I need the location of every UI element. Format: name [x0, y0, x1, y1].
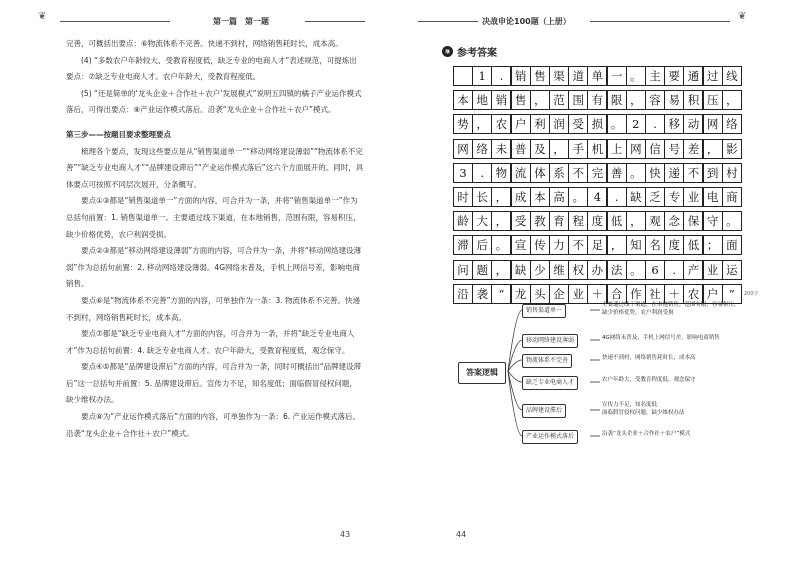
grid-word-count: 200字: [744, 291, 759, 297]
header-rule: [60, 21, 170, 22]
grid-cell: .: [664, 260, 684, 280]
grid-cell: 受: [511, 211, 531, 231]
paragraph: 完善，可概括出要点：⑥物流体系不完善。快递不到村，网络销售耗时长，成本高。: [66, 39, 343, 48]
grid-cell: 法: [607, 260, 627, 280]
grid-cell: 。: [626, 66, 646, 86]
grid-cell: 易: [664, 90, 684, 110]
grid-cell: 容: [645, 90, 665, 110]
grid-cell: 有: [587, 90, 607, 110]
answer-heading: ⑨ 参考答案: [442, 44, 497, 59]
left-page-text: [66, 36, 364, 442]
page-number-right: 44: [456, 530, 467, 539]
grid-cell: 后: [472, 235, 492, 255]
grid-cell: 乏: [645, 187, 665, 207]
grid-cell: 体: [530, 163, 550, 183]
grid-cell: 积: [683, 90, 703, 110]
grid-cell: ，: [626, 90, 646, 110]
grid-cell: 业: [683, 187, 703, 207]
grid-cell: 系: [549, 163, 569, 183]
grid-row: [453, 211, 753, 235]
mindmap-detail: [602, 302, 740, 317]
grid-cell: 程: [568, 211, 588, 231]
mindmap-connector: [508, 360, 522, 371]
grid-cell: 围: [568, 90, 588, 110]
grid-cell: 道: [568, 66, 588, 86]
grid-cell: 线: [722, 66, 742, 86]
mindmap-detail-line: 缺少价格优势，农户利润受损: [602, 309, 674, 316]
grid-cell: 完: [587, 163, 607, 183]
grid-cell: 合: [607, 284, 627, 304]
mindmap-detail-line: 主要通过线下渠道，在本地销售，范围有限，容易积压，: [602, 302, 740, 308]
header-chapter: 第一篇 第一题: [213, 17, 269, 26]
grid-cell: 滞: [453, 235, 473, 255]
grid-row: [453, 187, 753, 211]
mindmap-detail-line: 农户年龄大，受教育程度低，观念保守: [602, 377, 696, 383]
grid-cell: 渠: [549, 66, 569, 86]
grid-cell: 过: [703, 66, 723, 86]
grid-cell: 足: [587, 235, 607, 255]
grid-cell: 产: [683, 260, 703, 280]
grid-cell: 作: [626, 284, 646, 304]
mindmap-detail-line: 宣传力不足，知名度低: [602, 402, 658, 408]
grid-cell: 2: [626, 114, 646, 134]
grid-cell: 及: [530, 139, 550, 159]
grid-cell: 受: [568, 114, 588, 134]
grid-cell: .: [491, 66, 511, 86]
grid-cell: 头: [530, 284, 550, 304]
grid-cell: 压: [703, 90, 723, 110]
grid-cell: ”: [722, 284, 742, 304]
grid-row: [453, 260, 753, 284]
grid-cell: 守: [703, 211, 723, 231]
mindmap-branch: 物流体系不完善: [522, 354, 572, 368]
paragraph: 要点⑧为“产业运作模式落后”方面的内容，可单独作为一条：6. 产业运作模式落后。沿袭“龙头企业＋合作社＋农户”模式。: [66, 412, 361, 438]
grid-cell: 不: [683, 163, 703, 183]
grid-cell: .: [607, 187, 627, 207]
paragraph: (4) “多数农户年龄较大、受教育程度低，缺乏专业的电商人才”表述规范，可提炼出要点：⑦缺乏专业电商人才。农户年龄大，受教育程度低。: [66, 55, 357, 82]
grid-cell: 售: [530, 66, 550, 86]
header-book-title: 决战申论100题（上册）: [482, 17, 571, 26]
grid-cell: 办: [587, 260, 607, 280]
sprig-icon: ❦: [738, 11, 747, 22]
grid-cell: 力: [549, 235, 569, 255]
grid-cell: 单: [587, 66, 607, 86]
grid-row: [453, 114, 753, 138]
grid-cell: 维: [549, 260, 569, 280]
grid-cell: 流: [511, 163, 531, 183]
grid-cell: ＋: [664, 284, 684, 304]
grid-cell: 缺: [626, 187, 646, 207]
grid-cell: 念: [664, 211, 684, 231]
mindmap-branch: 销售渠道单一: [522, 304, 566, 318]
grid-cell: 差: [683, 139, 703, 159]
grid-cell: ，: [607, 235, 627, 255]
mindmap-branch: 品牌建设滞后: [522, 404, 566, 418]
grid-cell: 不: [568, 235, 588, 255]
grid-cell: 。: [491, 235, 511, 255]
grid-cell: 教: [530, 211, 550, 231]
paragraph: (5) “还是简单的‘龙头企业＋合作社＋农户’发展模式”说明五四镇的橘子产业运作模式落后，可得出要点：⑧产业运作模式落后。沿袭“龙头企业＋合作社＋农户”模式。: [66, 88, 362, 115]
grid-cell: 袭: [472, 284, 492, 304]
grid-cell: 知: [626, 235, 646, 255]
grid-cell: 。: [626, 163, 646, 183]
grid-cell: 未: [491, 139, 511, 159]
grid-cell: 地: [472, 90, 492, 110]
mindmap-branch: 移动网络建设薄弱: [522, 334, 578, 348]
grid-cell: 育: [549, 211, 569, 231]
grid-cell: 村: [722, 163, 742, 183]
grid-cell: 度: [587, 211, 607, 231]
grid-cell: 1: [472, 66, 492, 86]
grid-cell: 善: [607, 163, 627, 183]
mindmap-root: 答案逻辑: [458, 362, 506, 384]
grid-cell: ，: [626, 211, 646, 231]
grid-cell: 保: [683, 211, 703, 231]
mindmap-detail-line: 沿袭“龙头企业＋合作社＋农户”模式: [602, 431, 691, 437]
grid-cell: ，: [703, 139, 723, 159]
mindmap-branch: 产业运作模式落后: [522, 430, 578, 444]
grid-cell: 权: [568, 260, 588, 280]
mindmap-detail: [602, 377, 696, 385]
grid-cell: ，: [530, 90, 550, 110]
grid-cell: 长: [472, 187, 492, 207]
grid-cell: 专: [664, 187, 684, 207]
grid-cell: 不: [568, 163, 588, 183]
page-number-left: 43: [340, 530, 351, 539]
grid-cell: 少: [530, 260, 550, 280]
grid-cell: 要: [664, 66, 684, 86]
grid-cell: 低: [607, 211, 627, 231]
grid-cell: 主: [645, 66, 665, 86]
grid-cell: 农: [683, 284, 703, 304]
mindmap-detail: [602, 402, 685, 417]
grid-cell: 销: [511, 66, 531, 86]
grid-cell: 企: [549, 284, 569, 304]
sprig-icon: ❦: [38, 11, 47, 22]
grid-cell: 时: [453, 187, 473, 207]
grid-cell: 利: [530, 114, 550, 134]
header-rule: [590, 21, 730, 22]
grid-cell: 大: [472, 211, 492, 231]
mindmap-detail-line: 4G网络未普及，手机上网信号差，影响电商销售: [602, 335, 720, 341]
grid-cell: 名: [645, 235, 665, 255]
grid-cell: 4: [587, 187, 607, 207]
grid-cell: 通: [683, 66, 703, 86]
grid-cell: .: [472, 163, 492, 183]
grid-cell: 。: [626, 260, 646, 280]
grid-row: [453, 163, 753, 187]
grid-cell: 运: [722, 260, 742, 280]
grid-cell: ，: [722, 90, 742, 110]
grid-cell: ，: [472, 114, 492, 134]
grid-cell: 宣: [511, 235, 531, 255]
grid-cell: 机: [587, 139, 607, 159]
paragraph: 要点⑥是“物流体系不完善”方面的内容，可单独作为一条：3. 物流体系不完善。快递不到村，网络销售耗时长，成本高。: [66, 295, 361, 322]
mindmap-branch: 缺乏专业电商人才: [522, 376, 578, 390]
grid-cell: 高: [549, 187, 569, 207]
grid-cell: 商: [722, 187, 742, 207]
grid-cell: 网: [626, 139, 646, 159]
grid-cell: 手: [568, 139, 588, 159]
grid-cell: 损: [587, 114, 607, 134]
grid-cell: 沿: [453, 284, 473, 304]
grid-cell: 农: [491, 114, 511, 134]
grid-cell: 网: [703, 114, 723, 134]
grid-cell: 递: [664, 163, 684, 183]
grid-row: [453, 139, 753, 163]
grid-row: [453, 235, 753, 259]
grid-cell: ，: [491, 187, 511, 207]
grid-cell: ，: [491, 260, 511, 280]
grid-cell: 信: [645, 139, 665, 159]
grid-cell: 物: [491, 163, 511, 183]
grid-cell: 面: [722, 235, 742, 255]
grid-cell: 。: [607, 114, 627, 134]
grid-cell: 缺: [511, 260, 531, 280]
grid-cell: 题: [472, 260, 492, 280]
grid-cell: 限: [607, 90, 627, 110]
grid-cell: [453, 66, 473, 86]
grid-cell: 6: [645, 260, 665, 280]
grid-cell: ，: [491, 211, 511, 231]
grid-cell: “: [491, 284, 511, 304]
grid-cell: 龄: [453, 211, 473, 231]
grid-cell: 移: [664, 114, 684, 134]
grid-cell: ＋: [587, 284, 607, 304]
grid-cell: 网: [453, 139, 473, 159]
grid-row: [453, 90, 753, 114]
grid-cell: 问: [453, 260, 473, 280]
grid-cell: 动: [683, 114, 703, 134]
answer-badge-icon: ⑨: [442, 46, 453, 57]
grid-cell: 本: [530, 187, 550, 207]
grid-cell: 快: [645, 163, 665, 183]
grid-cell: 户: [703, 284, 723, 304]
grid-row: [453, 66, 753, 90]
mindmap-detail: [602, 431, 690, 439]
grid-cell: 。: [568, 187, 588, 207]
grid-cell: 观: [645, 211, 665, 231]
grid-cell: 社: [645, 284, 665, 304]
grid-cell: 成: [511, 187, 531, 207]
grid-cell: ；: [703, 235, 723, 255]
paragraph: 要点④⑤都是“品牌建设滞后”方面的内容，可合并为一条，同时可概括出“品牌建设滞后”这一总括句并前置：5. 品牌建设滞后。宣传力不足，知名度低；面临假冒侵权问题，缺少维权办法。: [66, 362, 362, 405]
grid-cell: 普: [511, 139, 531, 159]
header-rule: [305, 21, 365, 22]
grid-cell: 范: [549, 90, 569, 110]
grid-cell: 低: [683, 235, 703, 255]
mindmap-connector: [508, 371, 522, 410]
answer-grid: [453, 66, 753, 308]
grid-cell: 影: [722, 139, 742, 159]
grid-cell: 到: [703, 163, 723, 183]
mindmap-detail: [602, 335, 720, 343]
grid-cell: 润: [549, 114, 569, 134]
grid-cell: 售: [511, 90, 531, 110]
grid-cell: 业: [703, 260, 723, 280]
header-rule: [418, 21, 478, 22]
paragraph: 要点②③都是“移动网络建设薄弱”方面的内容，可合并为一条，并将“移动网络建设薄弱”作为总括句前置：2. 移动网络建设薄弱。4G网络未普及，手机上网信号差，影响电商销售。: [66, 246, 362, 289]
grid-cell: 3: [453, 163, 473, 183]
grid-cell: ，: [549, 139, 569, 159]
grid-cell: 龙: [511, 284, 531, 304]
grid-cell: 上: [607, 139, 627, 159]
grid-cell: .: [645, 114, 665, 134]
grid-cell: 销: [491, 90, 511, 110]
grid-cell: 户: [511, 114, 531, 134]
grid-cell: 号: [664, 139, 684, 159]
logic-mindmap: [450, 292, 760, 472]
grid-cell: 电: [703, 187, 723, 207]
paragraph: 梳理各个要点，发现这些要点是从“销售渠道单一”“移动网络建设薄弱”“物流体系不完善”“缺乏专业电商人才”“品牌建设滞后”“产业运作模式落后”这六个方面展开的。同时，具体要点可按照不同层次展开，分条概写。: [66, 146, 364, 189]
mindmap-detail-line: 面临假冒侵权问题，缺少维权办法: [602, 409, 685, 416]
grid-cell: 传: [530, 235, 550, 255]
paragraph: 要点①③都是“销售渠道单一”方面的内容，可合并为一条，并将“销售渠道单一”作为总括句前置：1. 销售渠道单一。主要通过线下渠道，在本地销售，范围有限，容易积压，缺少价格优势，农户利润受损。: [66, 196, 361, 239]
grid-cell: 络: [472, 139, 492, 159]
grid-cell: 一: [607, 66, 627, 86]
mindmap-detail-line: 快递不到村，网络销售耗时长，成本高: [602, 355, 696, 361]
paragraph: 要点⑦都是“缺乏专业电商人才”方面的内容，可合并为一条，并将“缺乏专业电商人才”作为总括句前置：4. 缺乏专业电商人才。农户年龄大，受教育程度低，观念保守。: [66, 329, 355, 355]
mindmap-detail: [602, 355, 696, 363]
grid-cell: 络: [722, 114, 742, 134]
grid-cell: 度: [664, 235, 684, 255]
grid-cell: 本: [453, 90, 473, 110]
grid-cell: 势: [453, 114, 473, 134]
grid-cell: 。: [722, 211, 742, 231]
step-title: 第三步——按题目要求整理要点: [66, 129, 171, 139]
grid-cell: 业: [568, 284, 588, 304]
